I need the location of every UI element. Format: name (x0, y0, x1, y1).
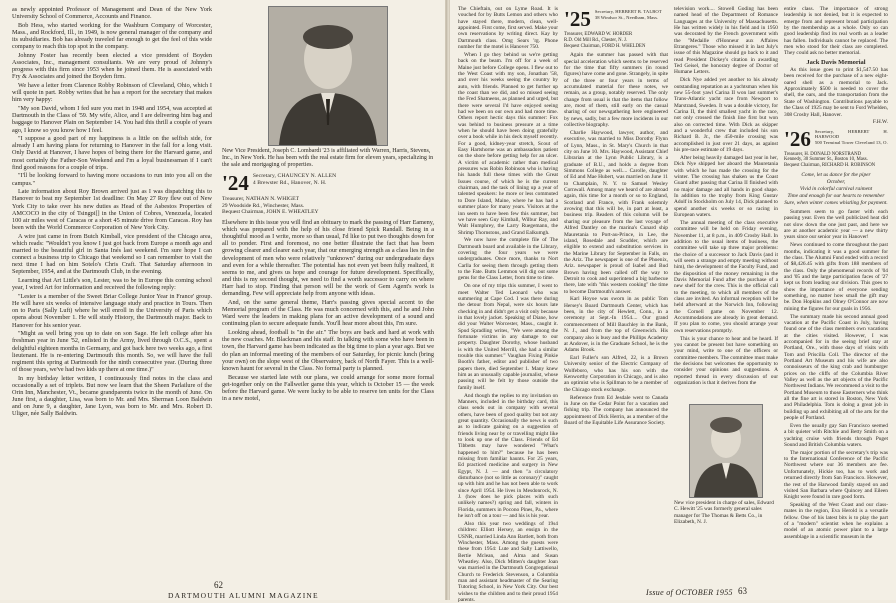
left-page-number: 62 (214, 580, 223, 590)
class-number: '25 (564, 7, 591, 31)
treasurer-address: 29 Woodside Rd., Winchester, Mass. (222, 202, 305, 209)
left-column-1 (12, 6, 212, 576)
poem-epigraph (784, 172, 888, 207)
right-column-1 (458, 6, 558, 603)
secretary-name: Secretary, HERBERT B. TALBOT (594, 9, 662, 14)
treasurer-address: R.D. Old Mill Rd., Chester, N. J. (564, 37, 628, 43)
class-24-header (222, 173, 434, 193)
paragraph: Learning that Art Little's son, Lester, was to be in Europe this coming school year, I wired Art for information and received the following reply: (12, 277, 212, 292)
paragraph: Also this year two weddings of 19s4 children: Elliott Hersey, an ensign in the USNR, married Linda Ann Bartlett, both from Winchester, Mass. Among the guests were these from 1954: Lute and Sally Lattiwello, Bertie Mclean, and Alma and Susan Wheatley. Also, Dick Mitten's daughter Joan was married in the Dartmouth Congregational Church to Frederick Stevenson, a Columbia man and assistant headmaster of the Searing Tutoring School, in New York City. Our best wishes to the children and to their proud 1954 parents. (458, 521, 558, 603)
paragraph: entire class. The importance of strong leadership is not denied, but it is expected to emerge from and represent broad participation by the membership as a whole. Only so can good leadership find its real worth as a leader has fallen. Individuals cannot be replaced. The men who stood for their class are completed. They could ask no better memorial. (784, 6, 888, 57)
poem-line: Sure, when winter comes whistling for payment. (784, 200, 888, 207)
secretary-address: 38 Windsor St., Needham, Mass. (594, 14, 659, 20)
paragraph: "I suppose a good part of my happiness is a little on the selfish side, for already I am having plans for returning to Hanover in the fall for a long visit. Only David at Hanover, I have hopes of being there for the Harvard game, and most certainly the Father-Son Weekend and I'm a loyal businessman if I can't find good reasons for a couple of trips. (12, 135, 212, 171)
paragraph: "I'll be looking forward to having more occasions to run into you all on the campus." (12, 172, 212, 187)
portrait-photo-2 (689, 404, 763, 498)
bequest-chairman: Bequest Chairman, RICHARD H. ROBINSON (784, 163, 876, 169)
right-column-4 (784, 6, 888, 576)
paragraph: "Might as well bring you up to date on son Sage. He left college after his freshman year in June '52, enlisted in the Army, lived through O.C.S., spent a delightful eighteen months in Germany, and got back here two weeks ago, a first lieutenant. He is re-entering Dartmouth this month. So, we will have the full regiment this spring at Dartmouth for the ninth consecutive year. (During three of those years, we've had two kids up there at one time.)" (12, 330, 212, 373)
bequest-chairman: Bequest Chairman, JOHN E. WHEATLEY (222, 209, 319, 216)
secretary-block (815, 129, 888, 146)
paragraph: Elsewhere in this issue you will find an obituary to mark the passing of Harr Eameny, which was prepared with the help of his close friend Spick Randall. Being in a thoughtful mood as I write, more so than usual, I'd like to put two thoughts down for all to ponder. First and foremost, no one better illustrate the fact that has been growing clearer and clearer each year, that our emerging strength as a class lies in the development of men who were relatively "unknown" during our undergraduate days and even for a while thereafter. The potential has not even yet been fully realized, it seems to me, and gives us hope and courage for future development. Specifically, and this is my second thought, we need to find a worth successor to carry on where Harr had to stop. Finding that person will be the work of Gem Agent's work is demanding. Few will appreciate help from anyone with ideas. (222, 218, 434, 298)
paragraph: Karl Hoyoe was sworn in as public Tom Hersey's Board Dartmouth Center, which has been, in the city of Hewlett, Conn., in a ceremony at Sept.-In 1954.... Our grand commencement of Mill Bauchley in the Bank, N. J., and from the top of Greenwich. His company also is busy and the Phillips Academy at Andover, is in the Graduate School, he is the Adams Brook. (564, 296, 668, 354)
paragraph: Late information about Roy Brown arrived just as I was dispatching this to Hanover to beat my September 1st deadline: On May 27 Roy flew out of New York City to take over his new duties as Head of the Asbestos Properties of AMCOCO in the city of Tsingpi[] in the Union of Cobres, Venezuela, located 100 air miles west of Caracas or a short 45 minute drive from Caracas. Roy has been with the World Commerce Corporation of New York City. (12, 188, 212, 232)
paragraph: "Lester is a member of the Sweet Briar College Junior Year in France' group. He will have six weeks of intensive language study and practice in Tours. Then on to Paris (Sally Luft) where he will enroll in the University of Paris which opens about November 1. He will study History, the Dartmouth major. Back to Hanover for his senior year. (12, 292, 212, 329)
memorial-signature: F.H.W. (872, 119, 888, 126)
memorial-heading: Jack Davis Memorial (806, 58, 866, 66)
paragraph: We have a letter from Clarence Robby Robinson of Cleveland, Ohio, which I will quote in part. Robby writes that he has a report for the secretary that makes him very happy: (12, 82, 212, 104)
issue-date: Issue of OCTOBER 1955 (646, 588, 733, 597)
paragraph: The major portion of the secretary's trip was to the International Conference of the Pacific Northwest where our 36 members are fee. Unfortunately, Hickie too, has to work and returned directly from San Francisco. However, the rest of the Harwood family stayed on and visited San Barbara where Quincey and Eileen Knight were found in rare good form. (784, 449, 888, 501)
magazine-masthead: DARTMOUTH ALUMNI MAGAZINE (168, 591, 319, 600)
class-25-header (564, 9, 668, 29)
paragraph: After being heavily damaged last year in her, Dick Nye shipped her aboard the Mauretania with which he has made the crossing for the winter. The crossing has shaken us the Coast Guard after passing that Carina II finished with no major damage and all hands in good shape. In addition to the trophy from King Gustav Adolf in Stockholm on July 14, Dick planned to spend another six weeks or so racing in European waters. (674, 154, 778, 218)
paragraph: as newly appointed Professor of Management and Dean of the New York University School of Commerce, Accounts and Finance. (12, 6, 212, 21)
paragraph: Because we started late with our plans, we could arrange for some more formal get-together only on the Fallweiler game this year, which is October 15 — the week before the Harvard game. We were lucky to be able to reserve ten units for the Class in a new motel, (222, 373, 434, 403)
paragraph: The Chieftain, out on Lyme Road. It is vouched for by Butts Lemon and others who have stayed there, modern, clean, well-appointed. First come, first served. Make your own reservations by writing direct. Kay by Dartmouth class. Omg Sears 'rg. Phone number for the motel is Hanover 750. (458, 6, 558, 51)
paragraph: Johnny Foster has recently been elected a vice president of Boyden Associates, Inc., management consultants. We are very proud of Johnny's progress with this firm since 1953 when he joined them. He is associated with Fry & Associates and joined the Boyden firm. (12, 51, 212, 81)
class-number: '24 (222, 171, 249, 195)
paragraph: When I go they behind us we're getting back on the beam. I'm off for a week of Maine just before College opens. I flew out to the West Coast with my son, Jonathan '58, and over his weeks seeing the country by auto, with friends. Planned to get further up the coast than we did, and so missed seeing the Fred Shatneens, as planned and urged, but there were several I'd have enjoyed seeing had we been on our own and had more time. Others report hectic days this summer: Fox was behind to business pressure at a time when he should have been doing gratefully over a book while in his deck myself recently. For a good, kidney-year stretch, Scout of Easy Hartshorne was an ambassadors patient on the shore before getting help for an ulcer. A victim of academic rather than medical pressures was Robin Robinson who is having his hands full these times with the Great Issues course, of which he is the current chairman, and the task of lining up a year of talented speakers: he more or less commuted to Dore Island, Maine, where he has had a summer place for many years. Visitors at the inn seem to have been few this summer, but we have seen Guy Kimball, Wilbur Ray, and Walt Humphrey, the Larry Ruegemann, the Shrimp Thornstons, and Grand Ealkumgh. (458, 51, 558, 236)
poem-line: Vivid in colorful carnival raiment (799, 186, 873, 193)
right-column-2 (564, 6, 668, 576)
class-25-officers (564, 32, 668, 49)
bequest-chairman: Bequest Chairman, FORD H. WHELDEN (564, 43, 646, 49)
paragraph: Even the usually gay San Francisco seemed a bit quieter with Ritchie and Betty Smith on a yachting cruise with friends through Puget Sound and British Columbia waters. (784, 422, 888, 448)
photo-caption-2: New vice president in charge of sales, Edward C. Hewitt '25 was formerly general sales manager for The Thomas & Betts Co., in Elizabeth, N. J. (674, 500, 774, 525)
treasurer-name: Treasurer, H. DONALD NORSTRAND (784, 151, 862, 157)
paragraph: Speaking of the West Coast and our class-mates in the region, Eva Herold is a versatile fellow. One of his latest bits is to play the part of a "modern" scientist when he explains a model of an atomic power plant to a large assemblage in a scientific museum in the (784, 502, 888, 540)
secretary-name: Secretary, HERBERT H. HARWOOD (814, 128, 888, 140)
paragraph: And, on the same general theme, Harr's passing gives special accent to the Memorial program of the Class. He was much concerned with this, and he and John Ward were the leaders in making plans for an active development of a sound and continuing plan to secure adequate funds. You'll hear more about this, I'm sure. (222, 299, 434, 328)
paragraph: And though the replies to my invitation on Manners, included in the birthday card, this class sends out in company with several others, have been of good quality but not any great quantity. Occasionally the news is such as to indicate gaining on a suggestion of friends living near by or travelling might like to look up one of the Class. Friends of Ed Tibbetts may have wondered "What's happened to him?" because he has been missing from familiar haunts. For 25 years, Ed practiced medicine and surgery in New Egypt, N. J. — and then "a circulatory disturbance (not so little as coronary)" caught up with him and he has not been able to work since April 1954. He lives in Mesdonrock, N. J. (how does he pick places with such unlikely names?) spring and fall, winters in Florida, summers in Pocono Pines, Pa., where he isn't off on a tour — and his is his year. (458, 392, 558, 520)
paragraph: Bob Hess, who started working for the Washburn Company of Worcester, Mass., and Rockford, Ill., in 1949, is now general manager of the company and its subsidiaries. Bob has already traveled far enough to get the feel of this wide company to reach this top spot in the company. (12, 21, 212, 51)
treasurer-address: Kennedy, 30 Summer St., Boston 10, Mass. (784, 157, 868, 163)
paragraph: Looking ahead, football is "in the air." The boys are back and hard at work with the new coaches. Mr. Blackman and his staff. In talking with some who have been in town, the Harvard game has been indicated as the big time to plan a year ago. But we do plan an informal meeting of the members of our Saturday, for picnic lunch (bring your own) on the slope west of the Observatory, back of North Fayer. This is a well-known haunt for several in the Class. No formal party is planned. (222, 329, 434, 372)
paragraph: Earl Fuller's son Alfred, 22, is a Brown University senior of the Electric Company of Wolfeboro, who has his son with the Kenworthy Corporation in Chicago, and is also an optimist who is Spillman to be a member of the Chicago stock exchange. (564, 355, 668, 393)
secretary-block (595, 9, 662, 20)
paragraph: "My son David, whom I fed sure you met in 1948 and 1954, was accepted at Dartmouth in the Class of '59. My wife, Alice, and I are delivering him bag and baggage to Hanover Plain on September 14. You had this thrill a couple of years ago, I know so you know how I feel. (12, 105, 212, 134)
class-26-header (784, 126, 888, 151)
photo-block-2 (674, 404, 778, 529)
paragraph: Again the summer has passed with that special acceleration which seems to be reserved for the time that fifty summers (in round figures) have come and gone. Strangely, in spite of the three or four years in terms of accumulated material for these notes, we remain, as a group, notably reserved. The only change from usual is that the items that follow are, most of them, still early on the casual sharing of our newsgathering here engineered by news, sadly, but a few more incidents in our collective biography. (564, 52, 668, 129)
left-column-2 (222, 6, 434, 576)
class-26-officers (784, 152, 888, 169)
paragraph: A wire just came in from Butch Kimball, vice president of the Chicago area, which reads: "Wouldn't you know I just got back from Europe a month ago and married to the beautiful girl in Santa Inés last weekend. I'm sure hope I can connect a business trip to Chicago that weekend so I can remember to visit the next time I had on him Sotelo's Chris Craft. That Saturday afternoon in September, 1954, and at the Dartmouth Club, in the evening. (12, 232, 212, 276)
paragraph: The summary made his second annual good vacation at the Pacific Coast in July, having found one of the class members own vacations at the cities visited. However, I was accompanied for in the seeing brief stay at Portland, Ore., with those days of visits with Tom and Priscilla Coll. The director of the Portland Art Museum and his wife are also connoisseurs of the king crab and humburger prices on the cliffs of the Columbia River Valley as well as the art objects of the Pacific Northwest Indians. We recommend a visit to the Portland Museum to those Easterners who think all the fine art is stored in Boston, New York and Philadelphia. Tom is doing a great job in building up and exhibiting all of the arts for the people of Portland. (784, 313, 888, 422)
paragraph: We now have the complete file of The Dartmouth board and available in the Library, covering the four years we were undergraduates. Once more, thanks to Nort Carlla for seeing them through getting them to the Fate. Butts Lemmon will dig out some gems for the Class Letter, from time to time. (458, 237, 558, 282)
poem-line: October, (826, 179, 846, 186)
paragraph: As this issue goes to print $1,547.50 has been received for the purchase of a new eight-oared shell as a memorial to Jack. Approximately $500 is needed to cover the shell, the oars, and the transportation from the State of Washington. Contributions payable to the Class of 1925 may be sent to Ford Whelden, 308 Crosby Hall, Hanover. (784, 67, 888, 118)
secretary-block (253, 173, 336, 186)
left-page (0, 0, 446, 600)
class-24-officers (222, 196, 434, 216)
paragraph: The annual meeting of the class executive committee will be held on Friday evening, November 11, at 8 p.m., in 409 Crosby Hall. In addition to the usual items of business, the committee will take up three major problems: the choice of a successor to Jack Davis (and it will seem a strange and empty meeting without him), the development of the Faculty Fund, and the disposition of the money remaining in the Davis Memorial Fund after the purchase of a new shelf for the crew. This is the official call to the meeting, to which all members of the class are invited. An informal reception will be held afterward at the Norwich Inn, following the Cornell game on November 12. Accommodations are already in great demand. If you plan to come, you should arrange your own reservations promptly. (674, 219, 778, 334)
paragraph: Reference from Ed Jesdale went to Canada in June on the Cedar Point for a vacation and fishing trip. The company has announced the appointment of Dick Herrin, as a member of the Board of the Equitable Life Assurance Society. (564, 394, 668, 426)
secretary-address: 4 Brewster Rd., Hanover, N. H. (252, 179, 327, 186)
paragraph: In my birthday letter written, I continuously find notes in the class and occasionally a set of triplets. But now we learn that the Sheen Parlailure of the Orin Inn, Manchester, Vt., became grandparents twice in the month of June. On June first, a daughter, Lisa, was born to Mr. and Mrs. Sherman Loon Baldwin and on June 9, a daughter, Jane Lyon, was born to Mr. and Mrs. Robert D. Uliger, née Sally Baldwin. (12, 374, 212, 418)
secretary-address: 500 Terminal Tower Cleveland 13, O. (814, 139, 888, 145)
poem-line: Time and enough for our hearts to remember (787, 193, 885, 200)
paragraph: On one of my trips this summer, I went to meet Walter Ted Leonard who was summering at Cape Cod. I was there during the detour from Nepal, were six hours late checking in and didn't get a visit only because in that lovely jacket. Speaking of Diane, how did your Walter Worcester, Mass., caught it. Spud Spradling writes, "We were among the fortunate victims in any damage to our property. Daughter Dorothy, whose husband is with the United Merrill, she had a similar trouble this summer." Vaughan Fixing Pinkie Booth's father, editor and publisher of two papers there, died September 1. Many knew him as an unusually capable journalist, whose passing will be felt by those outside the family itself. (458, 283, 558, 391)
paragraph: Charlie Haywood, lawyer, author, and executive, was married to Miss Dorothy Flynn of Lynn, Mass., in St. Mary's Church in that city on June 10. Mrs. Haywood, Assistant Chief Librarian at the Lynn Public Library, is a graduate of B.U., and holds a degree from Simmons College as well.... Carolle, daughter of Ed and Mae Hubert, was married on June 11 to Champlain, N. Y. to Samuel Wesley Cornwall. Among many we heard of are abroad again, this time for a month or so to England, Scotland and France, with Frank solemnly avowing that this will be, in part at least, a business trip. Readers of this column will be sharing our pleasure from the last voyage of Alfred Dantley on the marina's Cunard ship Mauretania to Port-au-Prince, in Lee, the island, Rosedale and Scudder, which are eligible to extend and substitution services in the Marine Library for September in Falls, on the Ariz. The newspaper is one of the Phoenix, Ariz. newspaper is proud of Isabel and Bud Brown having been called off the way to Detroit to cook and superintend a big barbecue there, late with "this western cooking" the time to become Dartmouth's answer. (564, 130, 668, 295)
treasurer-name: Treasurer, NATHAN N. WHIGET (222, 196, 299, 202)
paragraph: Dick Nye added yet another to his already outstanding reputation as a yachtsman when his new 55-foot yawl Carina II won last summer's Trans-Atlantic yacht race from Newport to Marstrand, Sweden. It was a double victory, for Carina II, the third smallest yacht in the race, not only crossed the finish line first but won also on corrected time. With Dick as skipper and a wonderful crew that included his son Richard B. Jr., the 450-mile crossing was accomplished in just over 21 days, as against his pre-race estimate of 19 days. (674, 77, 778, 154)
portrait-figure-icon (269, 7, 387, 145)
paragraph: Summers seem to go faster with each passing year. Even the well publicized heat did not slow down the one just past, and here we are at another academic year — a new thirty years since our senior year in Hanover! (784, 209, 888, 241)
right-page-number: 63 (738, 586, 747, 596)
paragraph: This is your chance to hear and be heard. If you cannot be present but have something on your mind, write to one of the officers or committee members. The committee must make the decisions but welcomes the opportunity to consider your opinions and suggestions. A reported thread in every discussion of our organization is that it derives from the (674, 335, 778, 386)
secretary-name: Secretary, CHAUNCEY N. ALLEN (252, 173, 337, 179)
poem-line: Come, let us dance for the piper (801, 172, 871, 179)
photo-caption: New Vice President, Joseph C. Lombardi '23 is affiliated with Warren, Harris, Stevens, Inc., in New York. He has been with the real estate firm for eleven years, specializing in the sale and mortgaging of properties. (222, 148, 434, 168)
class-number: '26 (784, 126, 811, 151)
paragraph: television work.... Stowell Goding has been named head of the Department of Romance Languages at the University of Massachusetts. He has written widely in his field and in 1950 was decorated by the French government with the "Medaille d'Honneur aux Affaires Etrangeres." Those who missed it in last July's issue of this Magazine should go back to it and read President Dickey's citation in awarding Ted Geisel, the honorary degree of Doctor of Humane Letters. (674, 6, 778, 76)
paragraph: News continued to come throughout the past months, indicating it was a good summer for the class. The Alumni Fund ended with a record of $8,426.45 with gifts from 188 members of the class. Only the phenomenal records of '04 and '05 and the large participation faces of '27 kept us from leading our division. This goes to show the importance of everyone sending something, no matter how small the gift may be. Don Hopkins and Olney O'Connor are now mining the figures for our goals in 1956. (784, 242, 888, 312)
right-page (450, 0, 896, 603)
portrait-figure-icon (690, 405, 762, 497)
treasurer-name: Treasurer, EDWARD W. HORDER (564, 32, 633, 37)
portrait-photo (268, 6, 388, 146)
